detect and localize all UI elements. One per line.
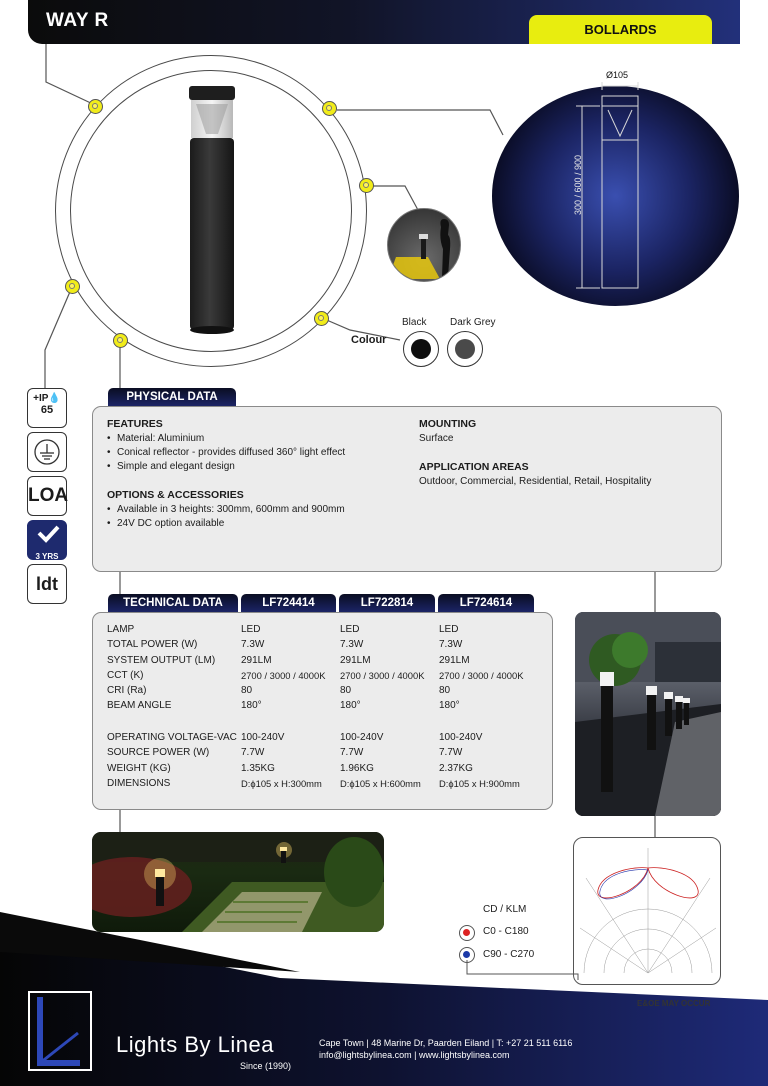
earth-class-icon xyxy=(27,432,67,472)
callout-dot xyxy=(88,99,103,114)
spec-value: 2.37KG xyxy=(439,762,473,774)
spec-value: 180° xyxy=(439,700,460,712)
photometric-unit: CD / KLM xyxy=(483,904,527,915)
spec-value: 100-240V xyxy=(439,732,483,743)
eoe-note: E&OE MAY OCCUR xyxy=(637,999,711,1008)
spec-value: 7.3W xyxy=(340,639,364,651)
loa-icon: LOA xyxy=(27,476,67,516)
spec-value: LED xyxy=(241,624,261,635)
tab-technical-data: TECHNICAL DATA xyxy=(108,594,238,612)
spec-value: 291LM xyxy=(340,654,371,666)
spec-value: 80 xyxy=(241,685,253,697)
warranty-icon xyxy=(27,520,67,560)
options-title: OPTIONS & ACCESSORIES xyxy=(107,489,244,501)
brand-name: Lights By Linea xyxy=(116,1032,274,1057)
spec-value: 7.7W xyxy=(241,747,265,759)
spec-label: WEIGHT (KG) xyxy=(107,762,171,774)
legend-c90-label: C90 - C270 xyxy=(483,949,535,960)
spec-value: LED xyxy=(439,624,459,635)
spec-labels-1 xyxy=(107,622,215,714)
brand-since: Since (1990) xyxy=(240,1061,292,1071)
warranty-label: 3 YRS xyxy=(35,552,59,561)
options-list xyxy=(107,503,345,531)
spec-col-3b xyxy=(439,730,520,791)
height-label: 300 / 600 / 900 xyxy=(573,154,583,216)
spec-value: 100-240V xyxy=(241,732,285,743)
spec-value: D:ϕ105 x H:600mm xyxy=(340,777,421,789)
bollard-product-image xyxy=(180,84,244,336)
spec-value: LED xyxy=(340,624,360,635)
swatch-dark-grey[interactable] xyxy=(447,331,483,367)
installation-photo xyxy=(575,612,721,816)
spec-value: 1.35KG xyxy=(241,762,275,774)
tab-code-1: LF724414 xyxy=(241,594,336,612)
mounting-value: Surface xyxy=(419,433,454,444)
spec-value: 7.7W xyxy=(340,747,364,759)
spec-value: 80 xyxy=(439,685,451,697)
spec-value: 2700 / 3000 / 4000K xyxy=(439,669,524,681)
list-item: • 24V DC option available xyxy=(107,517,345,531)
mounting-title: MOUNTING xyxy=(419,418,477,430)
spec-col-2b xyxy=(340,730,421,791)
spec-value: 2700 / 3000 / 4000K xyxy=(340,669,425,681)
footer-address: Cape Town | 48 Marine Dr, Paarden Eiland | T: +27 21 511 6116 xyxy=(319,1038,573,1048)
list-item: • Simple and elegant design xyxy=(107,460,345,474)
spec-label: SYSTEM OUTPUT (LM) xyxy=(107,654,216,666)
spec-label: TOTAL POWER (W) xyxy=(107,639,198,651)
spec-label: LAMP xyxy=(107,624,135,635)
spec-col-1 xyxy=(241,622,325,714)
spec-value: 7.7W xyxy=(439,747,463,759)
list-item: • Material: Aluminium xyxy=(107,432,345,446)
spec-value: 7.3W xyxy=(241,639,265,651)
beam-spread-illustration xyxy=(387,208,461,282)
spec-col-2 xyxy=(340,622,424,714)
spec-value: 2700 / 3000 / 4000K xyxy=(241,669,326,681)
list-item: • Conical reflector - provides diffused 360° light effect xyxy=(107,446,345,460)
features-list xyxy=(107,432,345,474)
spec-value: 180° xyxy=(241,700,262,712)
spec-label: CCT (K) xyxy=(107,669,144,681)
callout-dot xyxy=(314,311,329,326)
spec-value: 7.3W xyxy=(439,639,463,651)
callout-dot xyxy=(322,101,337,116)
spec-label: CRI (Ra) xyxy=(107,685,147,697)
spec-value: 80 xyxy=(340,685,352,697)
ip-label: IP xyxy=(38,393,49,404)
ip-value: 65 xyxy=(40,404,54,416)
spec-value: 1.96KG xyxy=(340,762,374,774)
spec-col-3 xyxy=(439,622,523,714)
list-item: • Available in 3 heights: 300mm, 600mm and 900mm xyxy=(107,503,345,517)
brand-logo xyxy=(28,991,92,1071)
spec-value: D:ϕ105 x H:900mm xyxy=(439,777,520,789)
legend-c0-label: C0 - C180 xyxy=(483,926,529,937)
spec-label: OPERATING VOLTAGE-VAC xyxy=(107,732,237,743)
colour-name-dark-grey: Dark Grey xyxy=(450,317,496,328)
tab-physical-data: PHYSICAL DATA xyxy=(108,388,236,406)
spec-label: BEAM ANGLE xyxy=(107,700,172,712)
features-title: FEATURES xyxy=(107,418,163,430)
product-title: WAY R xyxy=(46,10,109,31)
callout-dot xyxy=(113,333,128,348)
tab-code-2: LF722814 xyxy=(339,594,435,612)
callout-dot xyxy=(65,279,80,294)
swatch-black[interactable] xyxy=(403,331,439,367)
spec-label: SOURCE POWER (W) xyxy=(107,747,210,759)
spec-value: 180° xyxy=(340,700,361,712)
spec-col-1b xyxy=(241,730,322,791)
ip-rating-icon: +IP💧 65 xyxy=(27,388,67,428)
spec-labels-2 xyxy=(107,730,237,791)
footer-contact[interactable]: info@lightsbylinea.com | www.lightsbylinea.com xyxy=(319,1050,510,1060)
ldt-icon: ldt xyxy=(27,564,67,604)
spec-value: 291LM xyxy=(241,654,272,666)
category-badge: BOLLARDS xyxy=(529,15,712,44)
spec-value: 291LM xyxy=(439,654,470,666)
spec-label: DIMENSIONS xyxy=(107,777,171,789)
callout-dot xyxy=(359,178,374,193)
spec-value: D:ϕ105 x H:300mm xyxy=(241,777,322,789)
spec-value: 100-240V xyxy=(340,732,384,743)
diameter-label: Ø105 xyxy=(606,70,629,80)
tab-code-3: LF724614 xyxy=(438,594,534,612)
colour-name-black: Black xyxy=(402,317,427,328)
application-areas-value: Outdoor, Commercial, Residential, Retail, Hospitality xyxy=(419,476,652,487)
colour-label: Colour xyxy=(351,334,387,346)
application-areas-title: APPLICATION AREAS xyxy=(419,461,529,473)
